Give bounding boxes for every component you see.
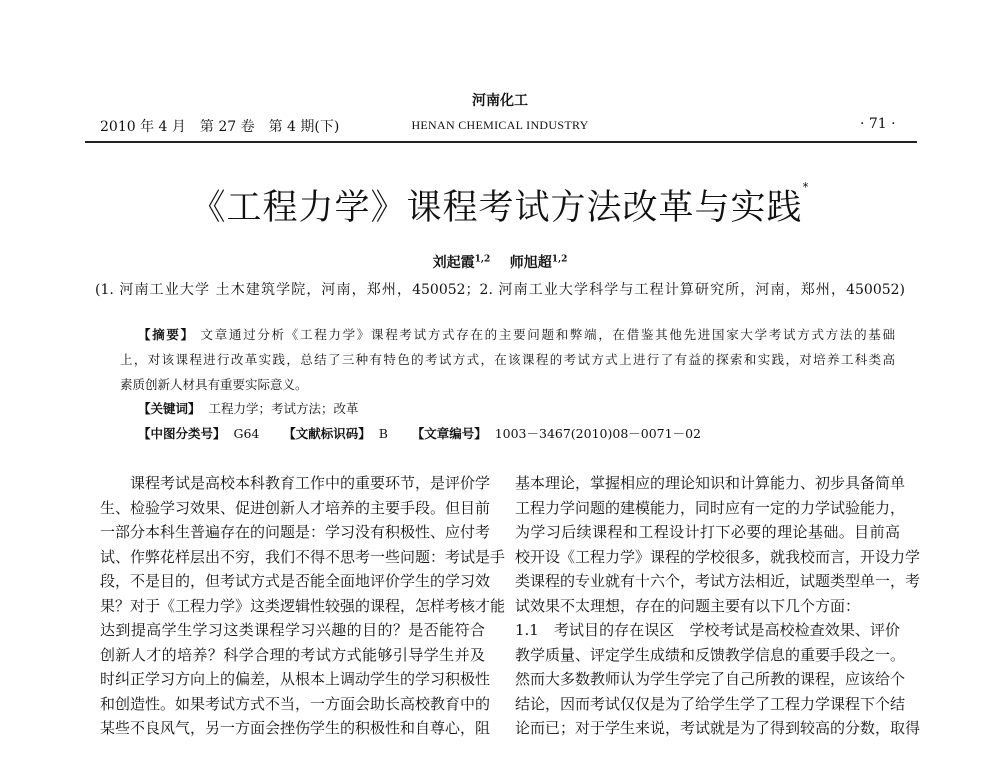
text-line: 教学质量、评定学生成绩和反馈教学信息的重要手段之一。 bbox=[515, 645, 906, 664]
keywords-label: 【关键词】 bbox=[138, 401, 201, 416]
section-heading-line: 1.1 考试目的存在误区 学校考试是高校检查效果、评价 bbox=[515, 621, 900, 639]
author: 师旭超 bbox=[509, 255, 552, 271]
doc-code-label: 【文献标识码】 bbox=[283, 426, 371, 441]
text-line: 为学习后续课程和工程设计打下必要的理论基础。目前高 bbox=[515, 523, 900, 541]
keywords-value: 工程力学；考试方法；改革 bbox=[208, 401, 359, 416]
journal-name: 河南化工 bbox=[472, 93, 528, 109]
text-line: 时纠正学习方向上的偏差，从根本上调动学生的学习积极性 bbox=[100, 670, 491, 688]
text-line: 生、检验学习效果、促进创新人才培养的主要手段。但目前 bbox=[100, 498, 491, 517]
page-number: · 71 · bbox=[860, 116, 896, 132]
text-line: 校开设《工程力学》课程的学校很多，就我校而言，开设力学 bbox=[515, 547, 921, 566]
abstract-line-1 bbox=[120, 325, 895, 343]
clc-label: 【中图分类号】 bbox=[138, 426, 226, 441]
keywords bbox=[120, 399, 913, 417]
text-line: 创新人才的培养？科学合理的考试方式能够引导学生并及 bbox=[100, 645, 485, 664]
abstract-line-3: 素质创新人材具有重要实际意义。 bbox=[120, 377, 308, 392]
left-column bbox=[100, 471, 506, 741]
paper-title bbox=[0, 180, 1000, 230]
text-line: 结论，因而考试仅仅是为了给学生学了工程力学课程下个结 bbox=[515, 694, 906, 713]
text-line: 和创造性。如果考试方式不当，一方面会助长高校教育中的 bbox=[100, 694, 491, 713]
author: 刘起霞 bbox=[432, 255, 475, 271]
abstract-label: 【摘要】 bbox=[138, 327, 195, 342]
text-line: 课程考试是高校本科教育工作中的重要环节，是评价学 bbox=[130, 474, 491, 492]
text-line: 段，不是目的，但考试方式是否能全面地评价学生的学习效 bbox=[100, 572, 491, 590]
author-affil-mark: 1,2 bbox=[551, 254, 568, 265]
abstract-line-2: 上，对该课程进行改革实践，总结了三种有特色的考试方式，在该课程的考试方式上进行了有益的探索和实践，对培养工科类高 bbox=[120, 352, 895, 367]
text-line: 基本理论，掌握相应的理论知识和计算能力、初步具备简单 bbox=[515, 474, 906, 492]
abstract-text: 文章通过分析《工程力学》课程考试方式存在的主要问题和弊端，在借鉴其他先进国家大学考试方式方法的基础 bbox=[200, 327, 895, 342]
issue-info: 2010 年 4 月 第 27 卷 第 4 期(下) bbox=[100, 119, 340, 135]
clc-value: G64 bbox=[233, 426, 260, 441]
title-text: 《工程力学》课程考试方法改革与实践 bbox=[190, 188, 803, 228]
text-line: 果？对于《工程力学》这类逻辑性较强的课程，怎样考核才能 bbox=[100, 596, 506, 615]
article-id-label: 【文章编号】 bbox=[411, 426, 487, 441]
text-line: 论而已；对于学生来说，考试就是为了得到较高的分数，取得 bbox=[515, 719, 921, 737]
text-line: 一部分本科生普遍存在的问题是：学习没有积极性、应付考 bbox=[100, 523, 491, 541]
doc-code-value: B bbox=[378, 426, 388, 441]
journal-name-en: HENAN CHEMICAL INDUSTRY bbox=[411, 118, 589, 132]
right-column bbox=[515, 471, 921, 741]
title-footnote-mark: * bbox=[802, 180, 810, 194]
text-line: 某些不良风气，另一方面会挫伤学生的积极性和自尊心，阻 bbox=[100, 719, 491, 737]
text-line: 工程力学问题的建模能力，同时应有一定的力学试验能力， bbox=[515, 498, 906, 517]
text-line: 达到提高学生学习这类课程学习兴趣的目的？是否能符合 bbox=[100, 621, 485, 639]
classification bbox=[120, 424, 913, 442]
affiliation: (1. 河南工业大学 土木建筑学院，河南，郑州，450052；2. 河南工业大学科学与工程计算研究所，河南，郑州，450052) bbox=[95, 282, 905, 298]
article-id-value: 1003－3467(2010)08－0071－02 bbox=[494, 426, 701, 441]
text-line: 试效果不太理想，存在的问题主要有以下几个方面： bbox=[515, 596, 861, 615]
text-line: 类课程的专业就有十六个，考试方法相近，试题类型单一，考 bbox=[515, 572, 921, 590]
header-rule bbox=[85, 141, 917, 143]
text-line: 试、作弊花样层出不穷，我们不得不思考一些问题：考试是手 bbox=[100, 547, 506, 566]
author-affil-mark: 1,2 bbox=[474, 254, 491, 265]
authors bbox=[0, 252, 1000, 272]
text-line: 然而大多数教师认为学生学完了自己所教的课程，应该给个 bbox=[515, 670, 906, 688]
